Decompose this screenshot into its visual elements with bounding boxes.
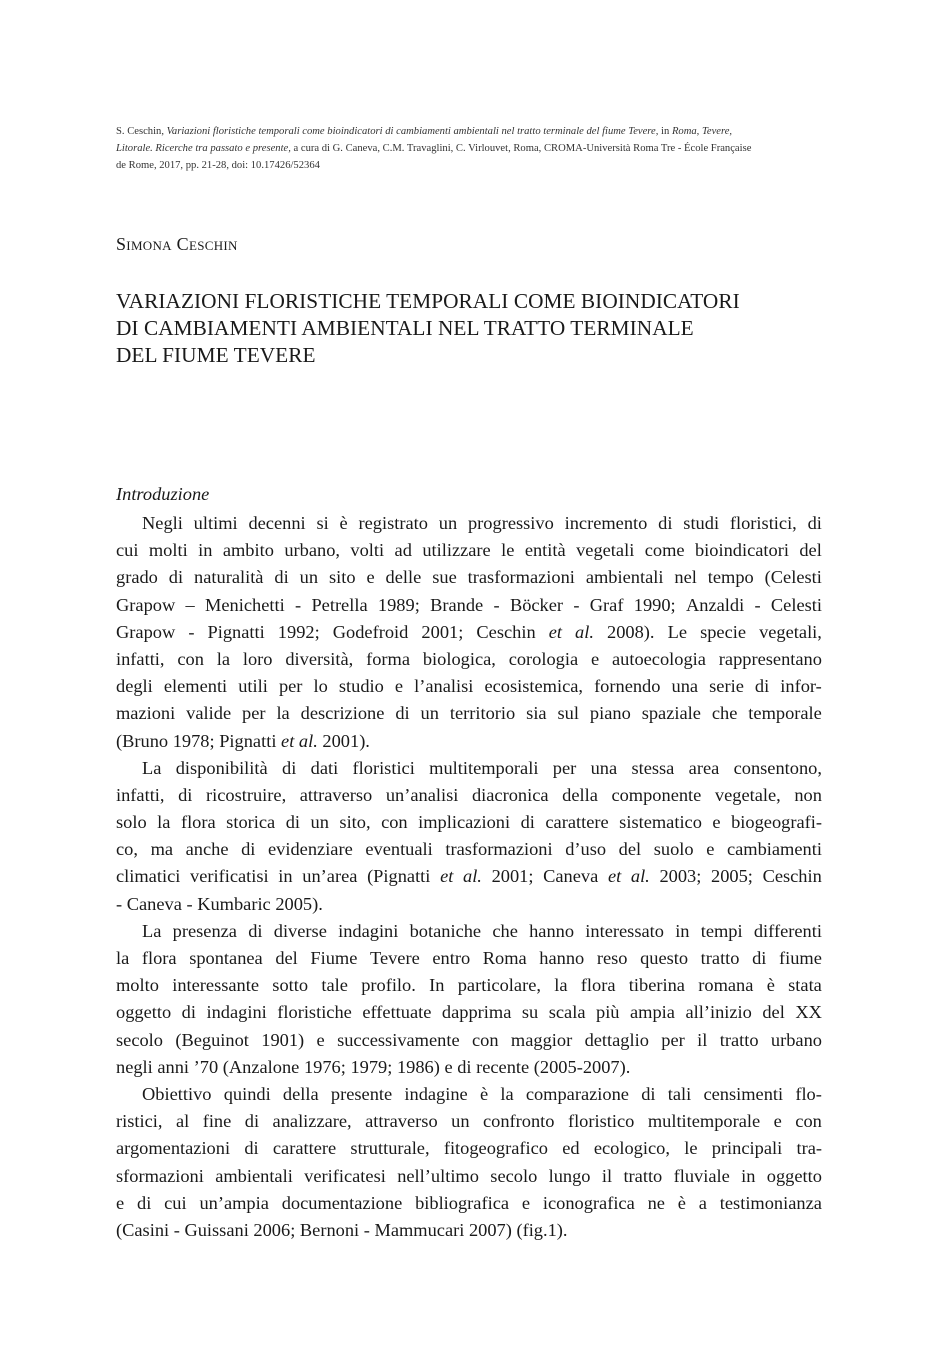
- paragraph-line: (Casini - Guissani 2006; Bernoni - Mammucari 2007) (fig.1).: [116, 1219, 568, 1240]
- paragraph-line: e di cui un’ampia documentazione bibliografica e iconografica ne è a testimonianza: [116, 1192, 822, 1213]
- paragraph-line: degli elementi utili per lo studio e l’analisi ecosistemica, fornendo una serie di infor-: [116, 676, 822, 697]
- section-heading: Introduzione: [116, 484, 210, 504]
- paragraph-line: oggetto di indagini floristiche effettuate dapprima su scala più ampia all’inizio del XX: [116, 1002, 822, 1023]
- paragraph-line: ristici, al fine di analizzare, attraverso un confronto floristico multitemporale e con: [116, 1111, 822, 1132]
- citation-line-3: de Rome, 2017, pp. 21-28, doi: 10.17426/52364: [116, 160, 320, 171]
- paragraph-line: molto interessante sotto tale profilo. In particolare, la flora tiberina romana è stata: [116, 975, 822, 996]
- author-name: Simona Ceschin: [116, 234, 238, 254]
- paragraph-line: Grapow - Pignatti 1992; Godefroid 2001; Ceschin et al. 2008). Le specie vegetali,: [116, 621, 822, 642]
- paragraph-line: sformazioni ambientali verificatesi nell’ultimo secolo lungo il tratto fluviale in oggetto: [116, 1165, 822, 1186]
- paragraph-line: la flora spontanea del Fiume Tevere entro Roma hanno reso questo tratto di fiume: [116, 948, 822, 968]
- citation-book-title-part1: Roma, Tevere,: [671, 126, 733, 137]
- paragraph: [116, 510, 822, 755]
- paragraph-line: - Caneva - Kumbaric 2005).: [116, 893, 323, 914]
- paragraph-line: La disponibilità di dati floristici multitemporali per una stessa area consentono,: [142, 757, 822, 778]
- citation-editors: a cura di G. Caneva, C.M. Travaglini, C. Virlouvet, Roma, CROMA-Università Roma Tre - École Française: [290, 143, 752, 154]
- paragraph-line: Obiettivo quindi della presente indagine è la comparazione di tali censimenti flo-: [142, 1083, 822, 1104]
- paragraph-line: climatici verificatisi in un’area (Pignatti et al. 2001; Caneva et al. 2003; 2005; Ceschin: [116, 866, 822, 887]
- citation-in: in: [658, 126, 672, 137]
- paragraph: [116, 918, 822, 1081]
- paragraph-line: argomentazioni di carattere strutturale, fitogeografico ed ecologico, le principali tra-: [116, 1138, 822, 1159]
- paragraph-line: (Bruno 1978; Pignatti et al. 2001).: [116, 730, 370, 751]
- article-title: [116, 288, 836, 369]
- article-title-line: DI CAMBIAMENTI AMBIENTALI NEL TRATTO TERMINALE: [116, 316, 694, 340]
- paragraph-line: negli anni ’70 (Anzalone 1976; 1979; 1986) e di recente (2005-2007).: [116, 1056, 631, 1077]
- paragraph-line: infatti, con la loro diversità, forma biologica, corologia e autoecologia rappresentano: [116, 648, 822, 669]
- paragraph-line: grado di naturalità di un sito e delle sue trasformazioni ambientali nel tempo (Celesti: [116, 567, 822, 588]
- paragraph-line: cui molti in ambito urbano, volti ad utilizzare le entità vegetali come bioindicatori del: [116, 540, 822, 561]
- citation-line-1: [116, 123, 820, 140]
- citation-article-title: Variazioni floristiche temporali come bioindicatori di cambiamenti ambientali nel tratto terminale del fiume Tevere,: [166, 126, 659, 137]
- paragraph: [116, 755, 822, 918]
- paragraph-line: secolo (Beguinot 1901) e successivamente con maggior dettaglio per il tratto urbano: [116, 1029, 822, 1050]
- citation-author: S. Ceschin,: [116, 126, 167, 137]
- paragraph-line: mazioni valide per la descrizione di un territorio sia sul piano spaziale che temporale: [116, 703, 822, 724]
- paragraph-line: infatti, di ricostruire, attraverso un’analisi diacronica della componente vegetale, non: [116, 784, 822, 805]
- citation-header: [116, 123, 820, 174]
- citation-book-title-part2: Litorale. Ricerche tra passato e presente,: [116, 143, 291, 154]
- article-title-line: DEL FIUME TEVERE: [116, 343, 316, 367]
- body-text: [116, 510, 822, 1244]
- paragraph-line: La presenza di diverse indagini botaniche che hanno interessato in tempi differenti: [142, 920, 822, 941]
- paragraph-line: co, ma anche di evidenziare eventuali trasformazioni d’uso del suolo e cambiamenti: [116, 839, 822, 860]
- paragraph-line: solo la flora storica di un sito, con implicazioni di carattere sistematico e biogeografi-: [116, 812, 822, 833]
- article-title-line: VARIAZIONI FLORISTICHE TEMPORALI COME BIOINDICATORI: [116, 289, 740, 313]
- paragraph-line: Grapow – Menichetti - Petrella 1989; Brande - Böcker - Graf 1990; Anzaldi - Celesti: [116, 594, 822, 615]
- citation-line-2: [116, 140, 820, 157]
- paragraph: [116, 1081, 822, 1244]
- paragraph-line: Negli ultimi decenni si è registrato un progressivo incremento di studi floristici, di: [142, 513, 822, 533]
